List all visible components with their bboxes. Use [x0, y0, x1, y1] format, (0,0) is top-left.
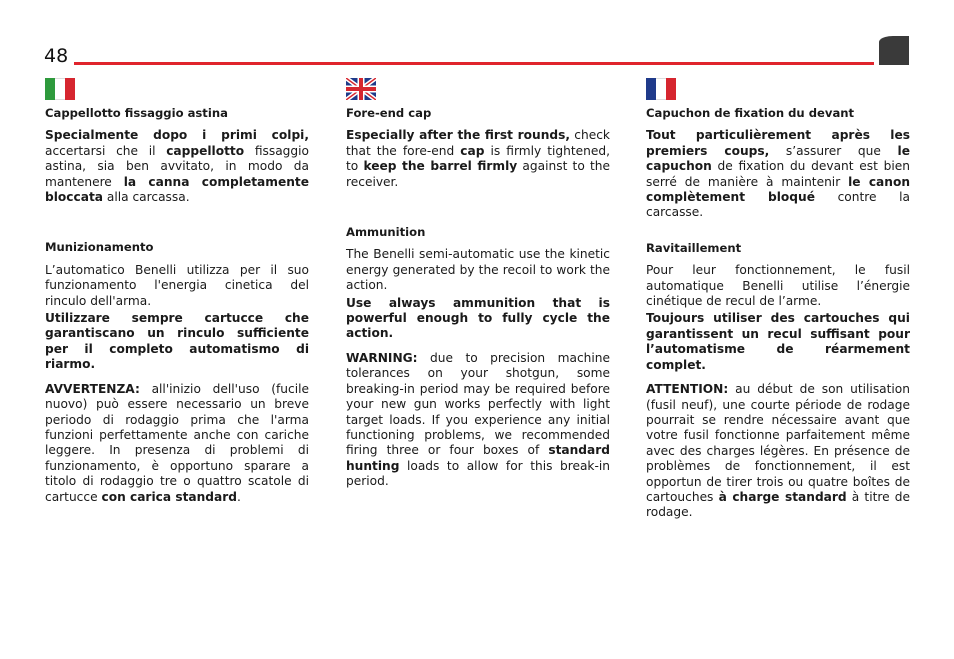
paragraph-bold: Use always ammunition that is powerful enough to fully cycle the action.	[346, 295, 610, 341]
warning-paragraph	[646, 382, 910, 521]
uk-flag-icon	[346, 78, 376, 100]
bold-text: AVVERTENZA:	[45, 381, 140, 396]
page-number: 48	[44, 45, 69, 67]
bold-text: con carica standard	[101, 489, 237, 504]
bold-text: la canna completamente bloccata	[45, 174, 309, 205]
section-title: Munizionamento	[45, 240, 154, 255]
column-french	[646, 106, 910, 523]
bold-text: cappellotto	[166, 143, 245, 158]
section-title: Capuchon de fixation du devant	[646, 106, 855, 120]
warning-paragraph	[346, 351, 610, 490]
column-italian	[45, 106, 309, 507]
bold-text: keep the barrel firmly	[363, 159, 518, 174]
text: fissaggio astina, sia ben avvitato, in modo da mantenere	[45, 143, 309, 189]
italy-flag-icon	[45, 78, 75, 100]
paragraph	[346, 128, 610, 190]
paragraph: The Benelli semi-automatic use the kinetic energy generated by the recoil to work the action.	[346, 247, 610, 293]
section-title: Cappellotto fissaggio astina	[45, 106, 228, 120]
corner-tab	[879, 36, 909, 65]
text: accertarsi che il	[45, 143, 167, 158]
warning-paragraph	[45, 382, 309, 505]
bold-text: Especially after the first rounds,	[346, 128, 571, 143]
section-title: Ammunition	[346, 225, 426, 240]
text: au début de son utilisation (fusil neuf), une courte période de rodage pourrait se rendre nécessaire avant que votre fusil fonctionne parfaitement même avec des charges légères. En présence de problèmes de fonctionnement, il est opportun de tirer trois ou quatre boîtes de cartouches	[646, 382, 910, 504]
text: against to the receiver.	[346, 159, 610, 189]
bold-text: le capuchon	[646, 143, 910, 174]
column-english	[346, 106, 610, 492]
text: de fixation du devant est bien serré de manière à maintenir	[646, 159, 910, 189]
text: .	[236, 489, 241, 504]
paragraph: Pour leur fonctionnement, le fusil automatique Benelli utilise l’énergie cinétique de recul de l’arme.	[646, 263, 910, 309]
bold-text: à charge standard	[718, 489, 847, 504]
paragraph	[646, 128, 910, 220]
bold-text: WARNING:	[346, 350, 418, 365]
paragraph-bold: Utilizzare sempre cartucce che garantiscano un rinculo sufficiente per il completo automatismo di riarmo.	[45, 311, 309, 372]
header-rule	[74, 62, 874, 65]
france-flag-icon	[646, 78, 676, 100]
text: contre la carcasse.	[646, 190, 910, 220]
text: à titre de rodage.	[646, 489, 910, 520]
text: check that the fore-end	[346, 128, 610, 158]
text: s’assurer que	[769, 143, 898, 158]
bold-text: ATTENTION:	[646, 382, 729, 397]
bold-text: Tout particulièrement après les premiers coups,	[646, 128, 910, 158]
bold-text: standard hunting	[346, 443, 610, 473]
bold-text: Specialmente dopo i primi colpi,	[45, 128, 309, 143]
bold-text: le canon complètement bloqué	[646, 174, 910, 205]
section-title: Ravitaillement	[646, 240, 742, 255]
text: loads to allow for this break-in period.	[346, 458, 610, 489]
text: due to precision machine tolerances on your shotgun, some breaking-in period may be required before your new gun works perfectly with light target loads. If you experience any initial functioning problems, we recommended firing three or four boxes of	[346, 350, 610, 458]
paragraph	[45, 128, 309, 205]
section-title: Fore-end cap	[346, 106, 432, 120]
text: alla carcassa.	[103, 190, 190, 205]
paragraph: L’automatico Benelli utilizza per il suo funzionamento l'energia cinetica del rinculo dell'arma.	[45, 262, 309, 308]
paragraph-bold: Toujours utiliser des cartouches qui garantissent un recul suffisant pour l’automatisme de réarmement complet.	[646, 311, 910, 372]
text: all'inizio dell'uso (fucile nuovo) può essere necessario un breve periodo di rodaggio prima che l'arma funzioni perfettamente anche con cariche leggere. In presenza di problemi di funzionamento, è opportuno sparare a titolo di rodaggio tre o quattro scatole di cartucce	[45, 381, 309, 504]
text: is firmly tightened, to	[346, 143, 610, 174]
bold-text: cap	[460, 143, 485, 158]
